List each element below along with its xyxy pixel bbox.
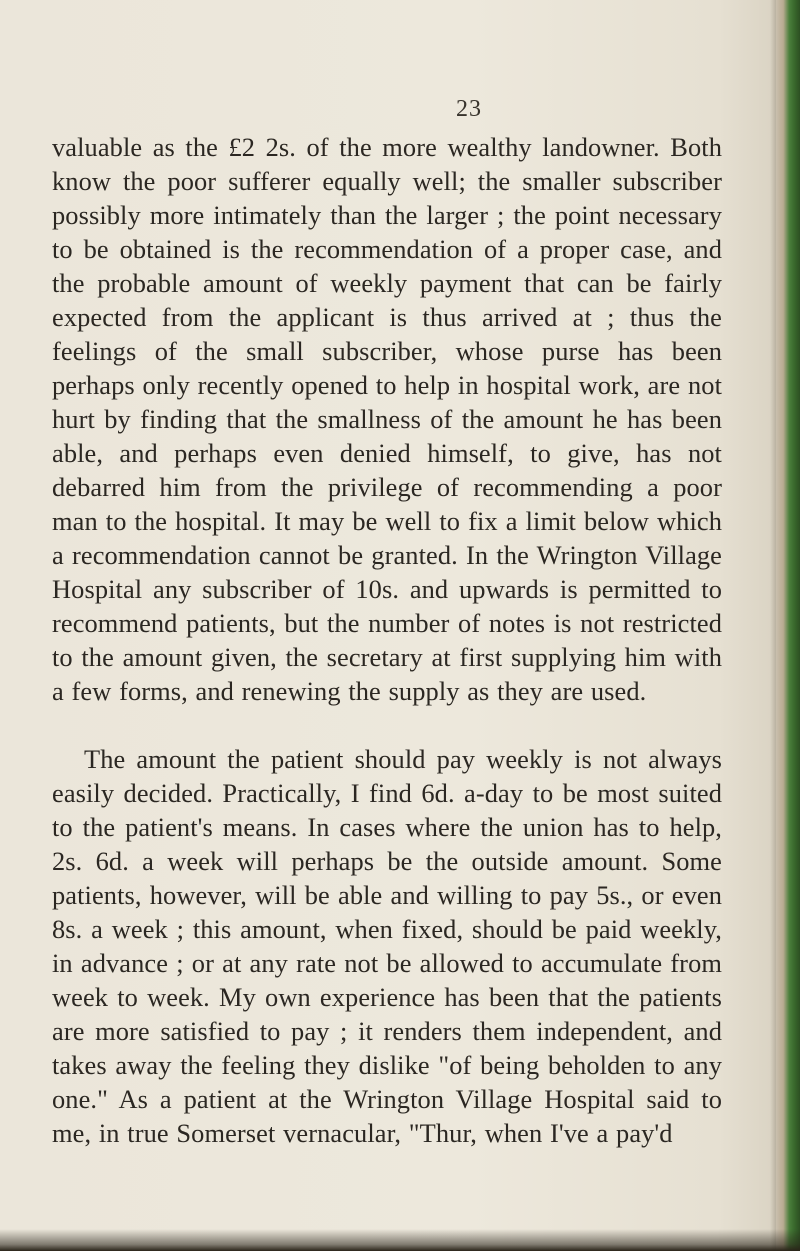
body-text: [52, 130, 722, 1150]
bottom-edge-shadow: [0, 1229, 800, 1251]
paragraph-2: The amount the patient should pay weekly is not always easily decided. Practically, I find 6d. a-day to be most suited to the patient's means. In cases where the union has to help, 2s. 6d. a week will perhaps be the outside amount. Some patients, however, will be able and willing to pay 5s., or even 8s. a week ; this amount, when fixed, should be paid weekly, in advance ; or at any rate not be allowed to accumulate from week to week. My own experience has been that the patients are more satisfied to pay ; it renders them independent, and takes away the feeling they dislike "of being beholden to any one." As a patient at the Wrington Village Hospital said to me, in true Somerset vernacular, "Thur, when I've a pay'd: [52, 744, 722, 1148]
book-spine: [776, 0, 800, 1251]
paragraph-1: valuable as the £2 2s. of the more wealthy landowner. Both know the poor sufferer equally well; the smaller subscriber possibly more intimately than the larger ; the point necessary to be obtained is the recommendation of a proper case, and the probable amount of weekly payment that can be fairly expected from the applicant is thus arrived at ; thus the feelings of the small subscriber, whose purse has been perhaps only recently opened to help in hospital work, are not hurt by finding that the smallness of the amount he has been able, and perhaps even denied himself, to give, has not debarred him from the privilege of recommending a poor man to the hospital. It may be well to fix a limit below which a recommendation cannot be granted. In the Wrington Village Hospital any subscriber of 10s. and upwards is permitted to recommend patients, but the number of notes is not restricted to the amount given, the secretary at first supplying him with a few forms, and renewing the supply as they are used.: [52, 132, 722, 706]
page-number: 23: [456, 96, 482, 122]
